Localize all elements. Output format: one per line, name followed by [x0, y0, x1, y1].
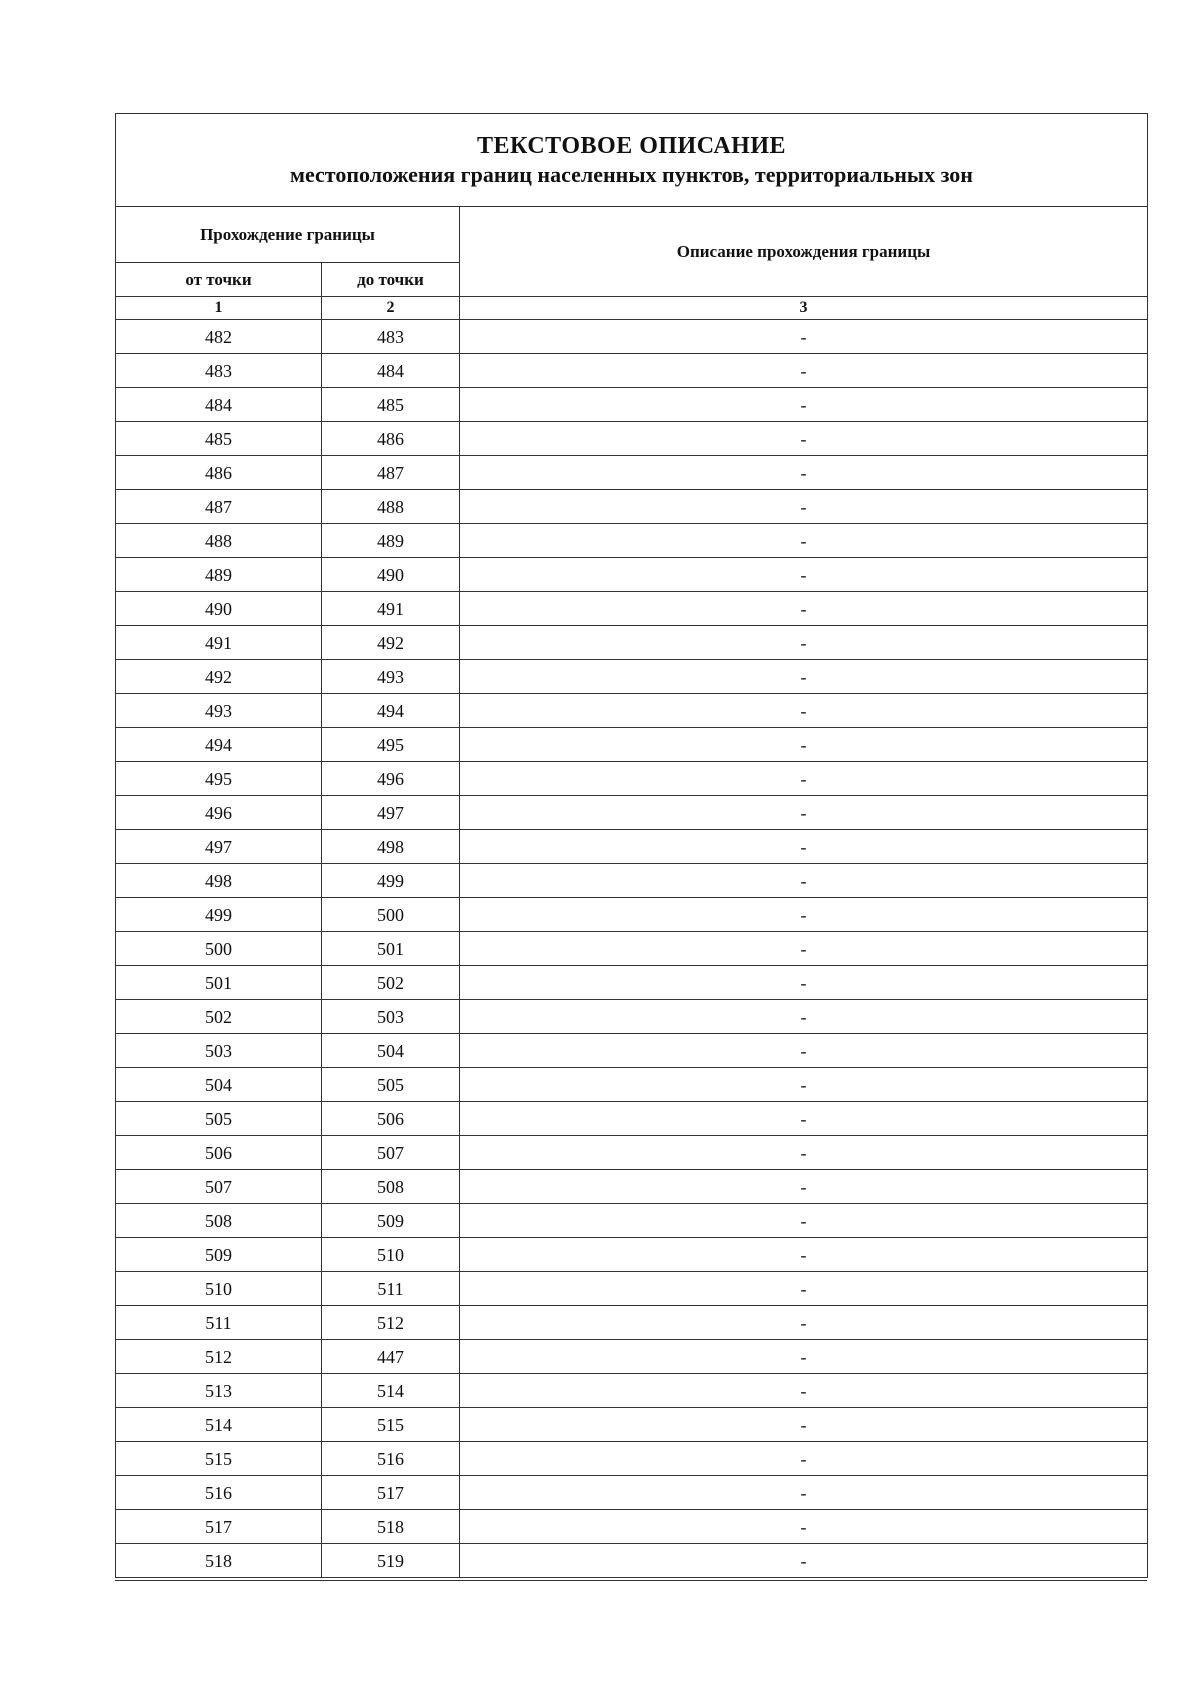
from-point-cell: 500 — [116, 932, 322, 966]
from-point-cell: 491 — [116, 626, 322, 660]
column-number-1: 1 — [116, 297, 322, 320]
from-point-cell: 518 — [116, 1544, 322, 1578]
description-cell: - — [460, 762, 1148, 796]
to-point-cell: 502 — [322, 966, 460, 1000]
description-cell: - — [460, 1238, 1148, 1272]
to-point-cell: 500 — [322, 898, 460, 932]
table-row — [116, 456, 1148, 490]
to-point-cell: 489 — [322, 524, 460, 558]
bottom-rule — [115, 1580, 1147, 1581]
to-point-cell: 491 — [322, 592, 460, 626]
to-point-cell: 510 — [322, 1238, 460, 1272]
table-row — [116, 694, 1148, 728]
description-cell: - — [460, 490, 1148, 524]
table-row — [116, 1204, 1148, 1238]
from-point-cell: 484 — [116, 388, 322, 422]
description-cell: - — [460, 320, 1148, 354]
from-point-cell: 508 — [116, 1204, 322, 1238]
table-row — [116, 626, 1148, 660]
from-point-cell: 502 — [116, 1000, 322, 1034]
table-row — [116, 354, 1148, 388]
description-cell: - — [460, 524, 1148, 558]
from-point-cell: 499 — [116, 898, 322, 932]
to-point-cell: 485 — [322, 388, 460, 422]
from-point-cell: 495 — [116, 762, 322, 796]
description-cell: - — [460, 422, 1148, 456]
to-point-cell: 499 — [322, 864, 460, 898]
document-sheet — [115, 113, 1147, 1581]
description-cell: - — [460, 1102, 1148, 1136]
to-point-cell: 503 — [322, 1000, 460, 1034]
to-point-cell: 495 — [322, 728, 460, 762]
to-point-cell: 506 — [322, 1102, 460, 1136]
table-row — [116, 796, 1148, 830]
table-row — [116, 1476, 1148, 1510]
page-title: ТЕКСТОВОЕ ОПИСАНИЕ — [477, 133, 787, 159]
description-cell: - — [460, 660, 1148, 694]
table-row — [116, 320, 1148, 354]
from-point-cell: 487 — [116, 490, 322, 524]
table-row — [116, 660, 1148, 694]
from-point-cell: 494 — [116, 728, 322, 762]
table-row — [116, 932, 1148, 966]
to-point-cell: 492 — [322, 626, 460, 660]
to-point-cell: 517 — [322, 1476, 460, 1510]
table-row — [116, 558, 1148, 592]
description-cell: - — [460, 1204, 1148, 1238]
to-point-cell: 494 — [322, 694, 460, 728]
from-point-cell: 512 — [116, 1340, 322, 1374]
to-point-cell: 488 — [322, 490, 460, 524]
table-row — [116, 422, 1148, 456]
description-cell: - — [460, 1544, 1148, 1578]
from-point-cell: 496 — [116, 796, 322, 830]
to-point-cell: 486 — [322, 422, 460, 456]
to-point-cell: 497 — [322, 796, 460, 830]
description-cell: - — [460, 1136, 1148, 1170]
from-point-cell: 511 — [116, 1306, 322, 1340]
description-cell: - — [460, 898, 1148, 932]
table-row — [116, 1068, 1148, 1102]
from-point-cell: 517 — [116, 1510, 322, 1544]
description-cell: - — [460, 1170, 1148, 1204]
to-point-cell: 496 — [322, 762, 460, 796]
description-cell: - — [460, 1000, 1148, 1034]
to-point-cell: 514 — [322, 1374, 460, 1408]
from-point-cell: 515 — [116, 1442, 322, 1476]
to-point-cell: 518 — [322, 1510, 460, 1544]
description-cell: - — [460, 456, 1148, 490]
to-point-cell: 512 — [322, 1306, 460, 1340]
table-row — [116, 1136, 1148, 1170]
table-row — [116, 524, 1148, 558]
table-row — [116, 1170, 1148, 1204]
table-row — [116, 1408, 1148, 1442]
table-row — [116, 1374, 1148, 1408]
description-cell: - — [460, 694, 1148, 728]
description-cell: - — [460, 966, 1148, 1000]
table-row — [116, 1510, 1148, 1544]
to-point-cell: 498 — [322, 830, 460, 864]
table-row — [116, 1544, 1148, 1578]
from-point-cell: 485 — [116, 422, 322, 456]
description-cell: - — [460, 1340, 1148, 1374]
table-row — [116, 388, 1148, 422]
description-cell: - — [460, 1408, 1148, 1442]
boundary-table — [115, 113, 1148, 1578]
description-cell: - — [460, 558, 1148, 592]
from-point-cell: 486 — [116, 456, 322, 490]
title-block — [116, 114, 1148, 207]
description-cell: - — [460, 796, 1148, 830]
table-row — [116, 592, 1148, 626]
from-point-cell: 493 — [116, 694, 322, 728]
from-point-cell: 510 — [116, 1272, 322, 1306]
to-point-cell: 505 — [322, 1068, 460, 1102]
description-cell: - — [460, 388, 1148, 422]
description-cell: - — [460, 932, 1148, 966]
from-point-cell: 498 — [116, 864, 322, 898]
table-row — [116, 728, 1148, 762]
description-cell: - — [460, 1374, 1148, 1408]
to-point-cell: 483 — [322, 320, 460, 354]
from-point-cell: 509 — [116, 1238, 322, 1272]
column-number-2: 2 — [322, 297, 460, 320]
from-point-cell: 492 — [116, 660, 322, 694]
table-row — [116, 1102, 1148, 1136]
table-row — [116, 1238, 1148, 1272]
to-point-cell: 516 — [322, 1442, 460, 1476]
to-point-cell: 515 — [322, 1408, 460, 1442]
header-from-point: от точки — [116, 263, 322, 297]
from-point-cell: 514 — [116, 1408, 322, 1442]
to-point-cell: 511 — [322, 1272, 460, 1306]
to-point-cell: 504 — [322, 1034, 460, 1068]
from-point-cell: 507 — [116, 1170, 322, 1204]
from-point-cell: 503 — [116, 1034, 322, 1068]
table-row — [116, 1306, 1148, 1340]
from-point-cell: 482 — [116, 320, 322, 354]
description-cell: - — [460, 354, 1148, 388]
to-point-cell: 487 — [322, 456, 460, 490]
from-point-cell: 504 — [116, 1068, 322, 1102]
description-cell: - — [460, 1510, 1148, 1544]
to-point-cell: 507 — [322, 1136, 460, 1170]
to-point-cell: 493 — [322, 660, 460, 694]
from-point-cell: 505 — [116, 1102, 322, 1136]
table-row — [116, 898, 1148, 932]
description-cell: - — [460, 864, 1148, 898]
table-row — [116, 1340, 1148, 1374]
description-cell: - — [460, 1068, 1148, 1102]
description-cell: - — [460, 830, 1148, 864]
from-point-cell: 516 — [116, 1476, 322, 1510]
table-row — [116, 966, 1148, 1000]
description-cell: - — [460, 1272, 1148, 1306]
header-description: Описание прохождения границы — [460, 207, 1148, 297]
table-row — [116, 864, 1148, 898]
table-row — [116, 1000, 1148, 1034]
column-number-3: 3 — [460, 297, 1148, 320]
to-point-cell: 509 — [322, 1204, 460, 1238]
from-point-cell: 483 — [116, 354, 322, 388]
description-cell: - — [460, 1306, 1148, 1340]
from-point-cell: 506 — [116, 1136, 322, 1170]
from-point-cell: 497 — [116, 830, 322, 864]
description-cell: - — [460, 1476, 1148, 1510]
to-point-cell: 508 — [322, 1170, 460, 1204]
from-point-cell: 488 — [116, 524, 322, 558]
table-row — [116, 1442, 1148, 1476]
header-boundary-passage: Прохождение границы — [116, 207, 460, 263]
table-body — [116, 320, 1148, 1578]
table-row — [116, 490, 1148, 524]
description-cell: - — [460, 626, 1148, 660]
table-row — [116, 1034, 1148, 1068]
to-point-cell: 447 — [322, 1340, 460, 1374]
from-point-cell: 513 — [116, 1374, 322, 1408]
from-point-cell: 490 — [116, 592, 322, 626]
to-point-cell: 519 — [322, 1544, 460, 1578]
page-subtitle: местоположения границ населенных пунктов, территориальных зон — [290, 162, 973, 187]
table-row — [116, 830, 1148, 864]
description-cell: - — [460, 592, 1148, 626]
description-cell: - — [460, 728, 1148, 762]
table-row — [116, 1272, 1148, 1306]
to-point-cell: 484 — [322, 354, 460, 388]
description-cell: - — [460, 1442, 1148, 1476]
header-to-point: до точки — [322, 263, 460, 297]
from-point-cell: 501 — [116, 966, 322, 1000]
to-point-cell: 490 — [322, 558, 460, 592]
table-row — [116, 762, 1148, 796]
description-cell: - — [460, 1034, 1148, 1068]
from-point-cell: 489 — [116, 558, 322, 592]
to-point-cell: 501 — [322, 932, 460, 966]
